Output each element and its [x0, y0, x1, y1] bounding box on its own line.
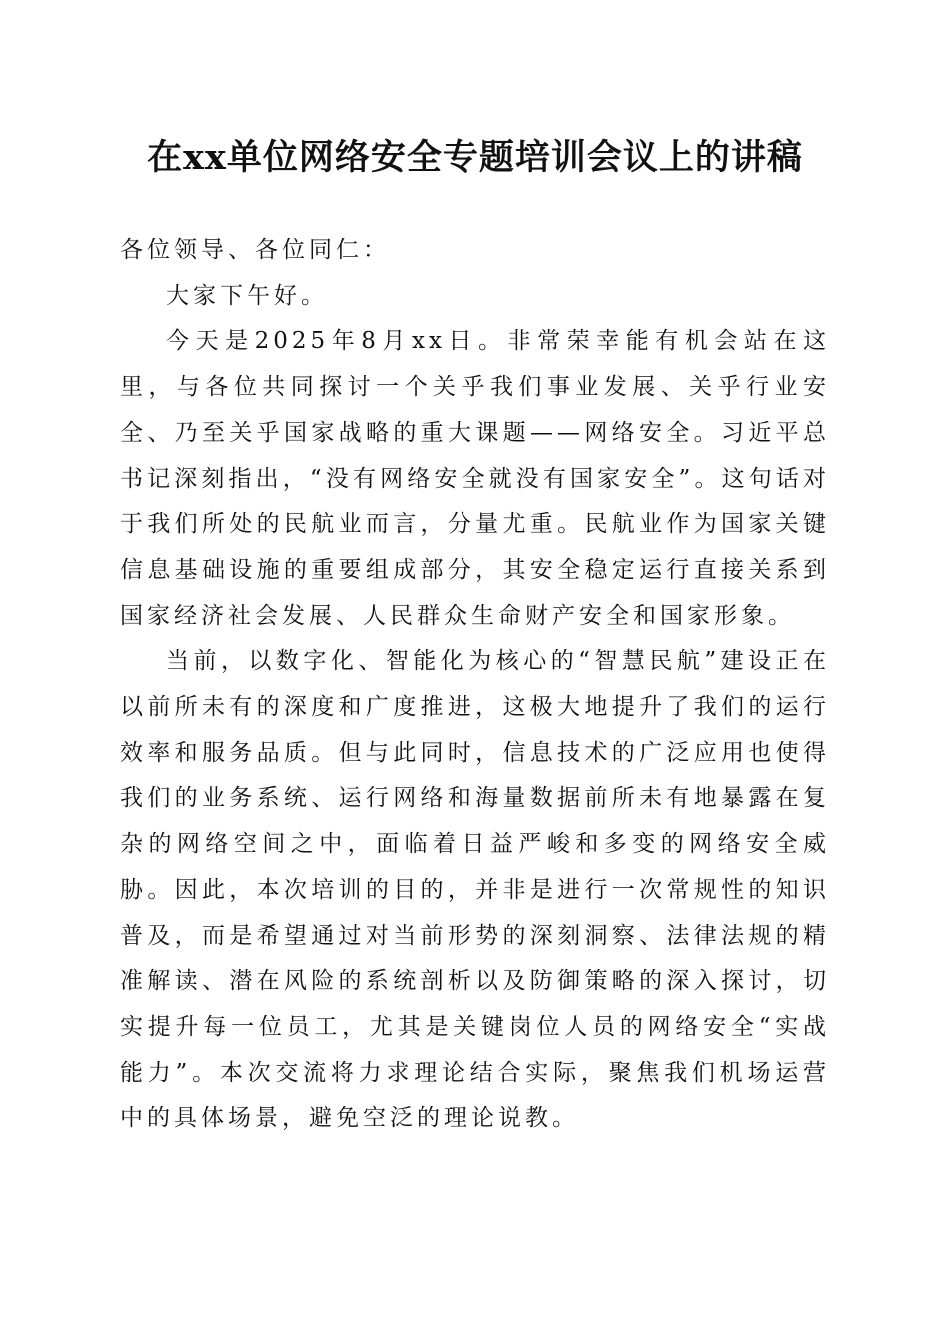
document-title: 在xx单位网络安全专题培训会议上的讲稿 [147, 137, 803, 178]
paragraph-introduction: 今天是2025年8月xx日。非常荣幸能有机会站在这里，与各位共同探讨一个关乎我们事业发展、关乎行业安全、乃至关乎国家战略的重大课题——网络安全。习近平总书记深刻指出，“没有网络安全就没有国家安全”。这句话对于我们所处的民航业而言，分量尤重。民航业作为国家关键信息基础设施的重要组成部分，其安全稳定运行直接关系到国家经济社会发展、人民群众生命财产安全和国家形象。 [120, 328, 830, 629]
document-body [120, 228, 830, 1142]
salutation: 各位领导、各位同仁： [120, 237, 390, 263]
paragraph-training-purpose: 当前，以数字化、智能化为核心的“智慧民航”建设正在以前所未有的深度和广度推进，这极大地提升了我们的运行效率和服务品质。但与此同时，信息技术的广泛应用也使得我们的业务系统、运行网络和海量数据前所未有地暴露在复杂的网络空间之中，面临着日益严峻和多变的网络安全威胁。因此，本次培训的目的，并非是进行一次常规性的知识普及，而是希望通过对当前形势的深刻洞察、法律法规的精准解读、潜在风险的系统剖析以及防御策略的深入探讨，切实提升每一位员工，尤其是关键岗位人员的网络安全“实战能力”。本次交流将力求理论结合实际，聚焦我们机场运营中的具体场景，避免空泛的理论说教。 [120, 648, 830, 1132]
paragraph-greeting: 大家下午好。 [166, 282, 328, 309]
